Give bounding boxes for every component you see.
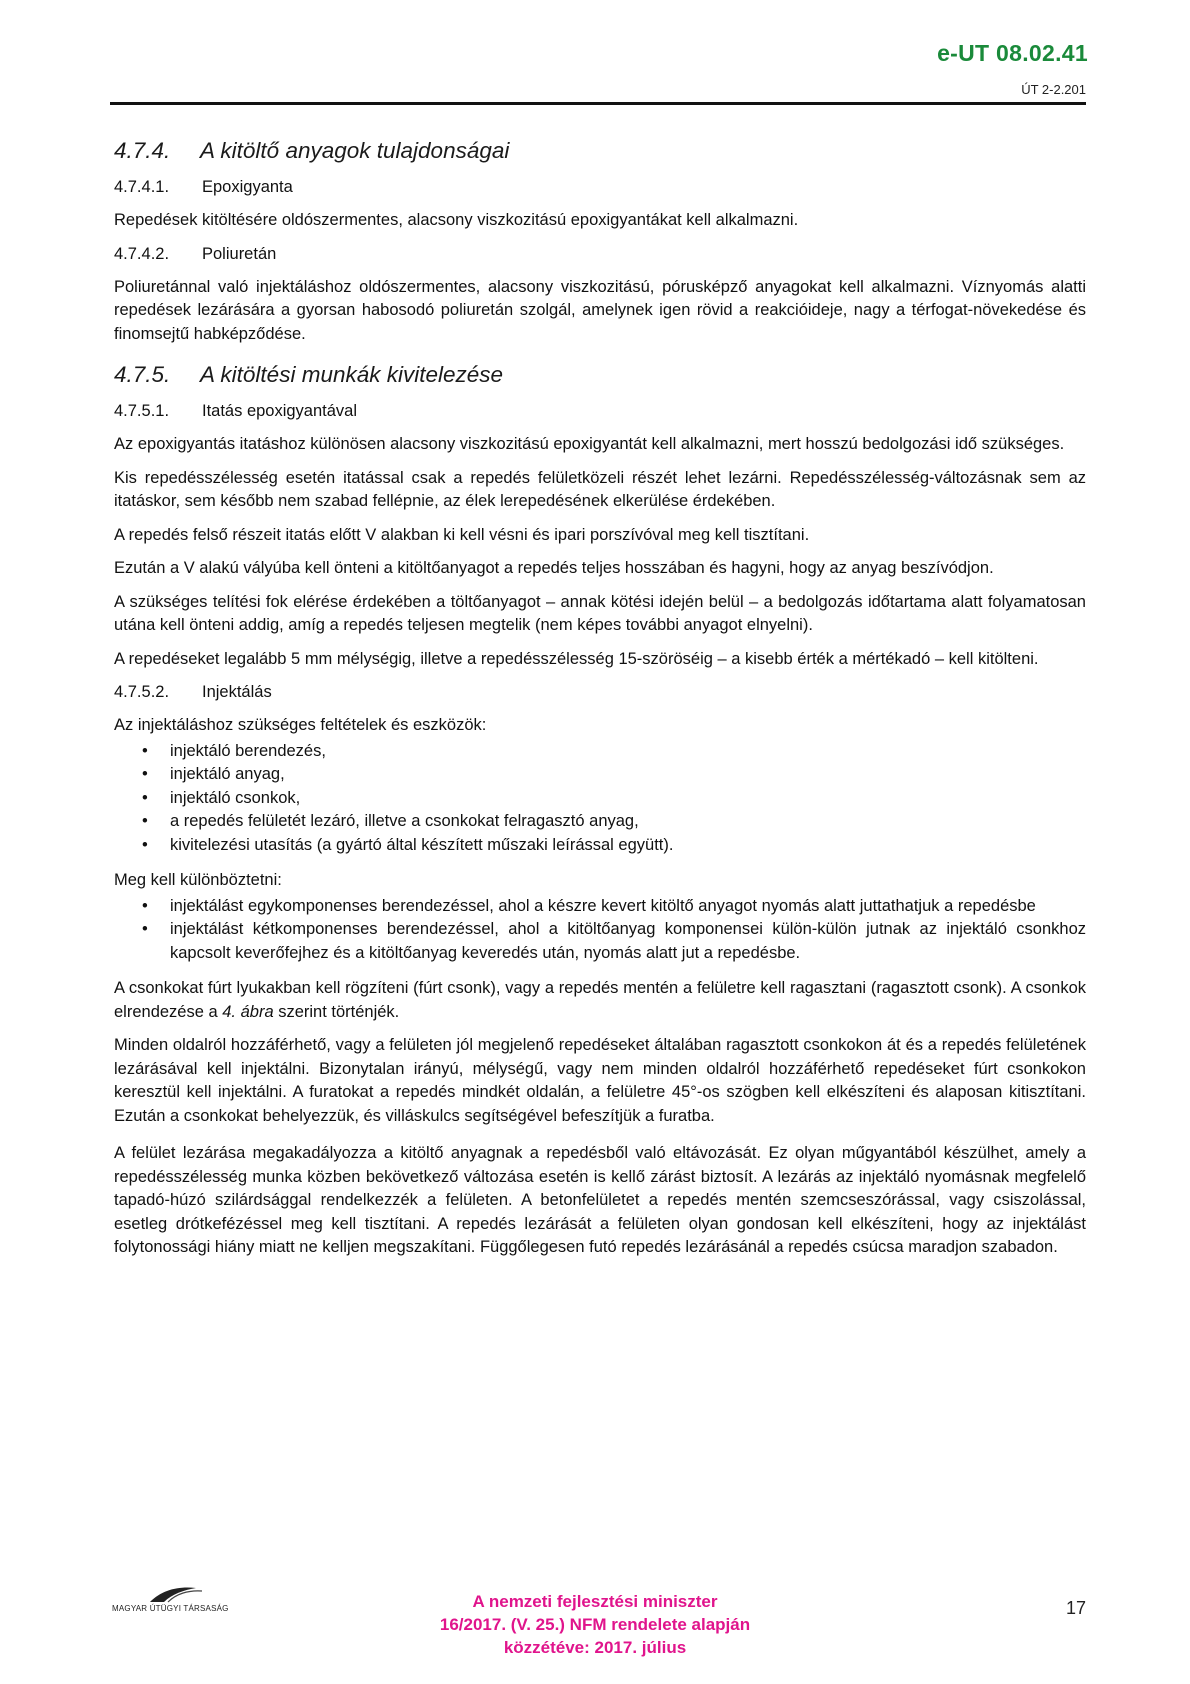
subsection-number: 4.7.5.2. [114,683,170,701]
figure-reference: 4. ábra [222,1002,274,1021]
subsection-number: 4.7.4.2. [114,244,170,263]
subsection-title: Epoxigyanta [202,178,293,196]
section-number: 4.7.4. [114,138,171,163]
list-item: • injektáló anyag, [114,763,1086,787]
list-item: • injektálást egykomponenses berendezéssel, ahol a készre kevert kitöltő anyagot nyomás alatt juttathatjuk a repedésbe [114,895,1086,919]
footer-publication-note: A nemzeti fejlesztési miniszter 16/2017. (V. 25.) NFM rendelete alapján közzétéve: 2017. július [439,1592,751,1657]
list-intro: Az injektáláshoz szükséges feltételek és eszközök: [114,716,487,734]
bullet-icon: • [142,812,148,830]
section-number: 4.7.5. [114,362,171,387]
paragraph: A repedés felső részeit itatás előtt V alakban ki kell vésni és ipari porszívóval meg kell tisztítani. [114,525,810,544]
bullet-icon: • [142,920,148,938]
bullet-icon: • [142,765,148,783]
section-title: A kitöltési munkák kivitelezése [200,362,504,387]
paragraph: Kis repedésszélesség esetén itatással csak a repedés felületközeli részét lehet lezárni. Repedésszélesség-változásnak sem az itatáskor, sem később nem szabad fellépnie, az élek lerepedésének elkerülése érdekében. [114,468,1086,510]
subsection-heading-4751 [114,400,1086,422]
paragraph: Minden oldalról hozzáférhető, vagy a felületen jól megjelenő repedéseket általában ragasztott csonkokon át és a repedés felületének lezárásával kell injektálni. Bizonytalan irányú, mélységű, vagy nem minden oldalról hozzáférhető repedéseket fúrt csonkokon keresztül kell injektálni. A furatokat a repedés mindkét oldalán, a felületre 45°-os szögben kell elkészíteni és alaposan kitisztítani. Ezután a csonkokat behelyezzük, és villáskulcs segítségével befeszítjük a furatba. [114,1036,1086,1125]
subsection-heading-4742 [114,243,1086,265]
section-heading-474 [114,136,1086,166]
bullet-list-equipment [114,740,1086,858]
list-item: • injektáló berendezés, [114,740,1086,764]
bullet-icon: • [142,896,148,915]
header-rule [110,102,1086,105]
page-number: 17 [1065,1598,1086,1618]
bullet-list-methods [114,895,1086,966]
paragraph-csonk: A csonkokat fúrt lyukakban kell rögzíteni (fúrt csonk), vagy a repedés mentén a felületre kell ragasztani (ragasztott csonk). A csonkok elrendezése a 4. ábra szerint történjék. [114,979,1086,1021]
document-body [114,136,1086,1270]
bullet-icon: • [142,835,148,854]
logo-text: MAGYAR ÚTÜGYI TÁRSASÁG [112,1604,229,1613]
paragraph: A felület lezárása megakadályozza a kitöltő anyagnak a repedésből való eltávozását. Ez olyan műgyantából készülhet, amely a repedésszélesség munka közben bekövetkező változása esetén is kellő zárást biztosít. A lezárás az injektáló nyomásnak megfelelő tapadó-húzó szilárdsággal rendelkezzék a felületen. A betonfelületet a repedés mentén szemcseszórással, vagy csiszolással, esetleg drótkefézéssel meg kell tisztítani. A repedés lezárását a felületen olyan gondosan kell elkészíteni, hogy az injektálást folytonossági hiány miatt ne kelljen megszakítani. Függőlegesen futó repedés lezárásánál a repedés csúcsa maradjon szabadon. [114,1144,1086,1256]
subsection-number: 4.7.4.1. [114,178,170,196]
list-item: • a repedés felületét lezáró, illetve a csonkokat felragasztó anyag, [114,810,1086,834]
bullet-icon: • [142,741,148,760]
list-item: • injektálást kétkomponenses berendezéssel, ahol a kitöltőanyag komponensei külön-külön jutnak az injektáló csonkhoz kapcsolt keverőfejhez és a kitöltőanyag keveredés után, nyomás alatt jut a repedésbe. [142,920,1086,962]
subsection-title: Injektálás [202,683,272,701]
paragraph: A repedéseket legalább 5 mm mélységig, illetve a repedésszélesség 15-szöröséig – a kisebb érték a mértékadó – kell kitölteni. [114,649,1039,668]
subsection-heading-4741 [114,176,1086,198]
paragraph: Repedések kitöltésére oldószermentes, alacsony viszkozitású epoxigyantákat kell alkalmazni. [114,211,799,229]
section-heading-475 [114,360,1086,390]
subsection-heading-4752 [114,681,1086,703]
bullet-icon: • [142,788,148,807]
paragraph: Ezután a V alakú vályúba kell önteni a kitöltőanyagot a repedés teljes hosszában és hagyni, hogy az anyag beszívódjon. [114,559,994,577]
list-intro: Meg kell különböztetni: [114,871,282,889]
document-subcode: ÚT 2-2.201 [1021,82,1086,97]
list-item: • injektáló csonkok, [114,787,1086,811]
paragraph: Poliuretánnal való injektáláshoz oldószermentes, alacsony viszkozitású, pórusképző anyagokat kell alkalmazni. Víznyomás alatti repedések lezárására a gyorsan habosodó poliuretán szolgál, amelynek igen rövid a reakcióideje, nagy a térfogat-növekedése és finomsejtű habképződése. [114,277,1086,343]
paragraph: A szükséges telítési fok elérése érdekében a töltőanyagot – annak kötési idején belül – a bedolgozás időtartama alatt folyamatosan utána kell önteni addig, amíg a repedés teljesen megtelik (nem képes további anyagot elnyelni). [114,592,1086,634]
paragraph: Az epoxigyantás itatáshoz különösen alacsony viszkozitású epoxigyantát kell alkalmazni, mert hosszú bedolgozási idő szükséges. [114,435,1065,453]
road-swoosh-icon [112,1584,272,1606]
section-title: A kitöltő anyagok tulajdonságai [200,138,510,163]
subsection-title: Itatás epoxigyantával [202,402,358,420]
list-item: • kivitelezési utasítás (a gyártó által készített műszaki leírással együtt). [114,834,1086,858]
subsection-title: Poliuretán [202,244,277,263]
mut-logo [112,1584,272,1620]
document-code: e-UT 08.02.41 [937,40,1088,66]
subsection-number: 4.7.5.1. [114,402,170,420]
